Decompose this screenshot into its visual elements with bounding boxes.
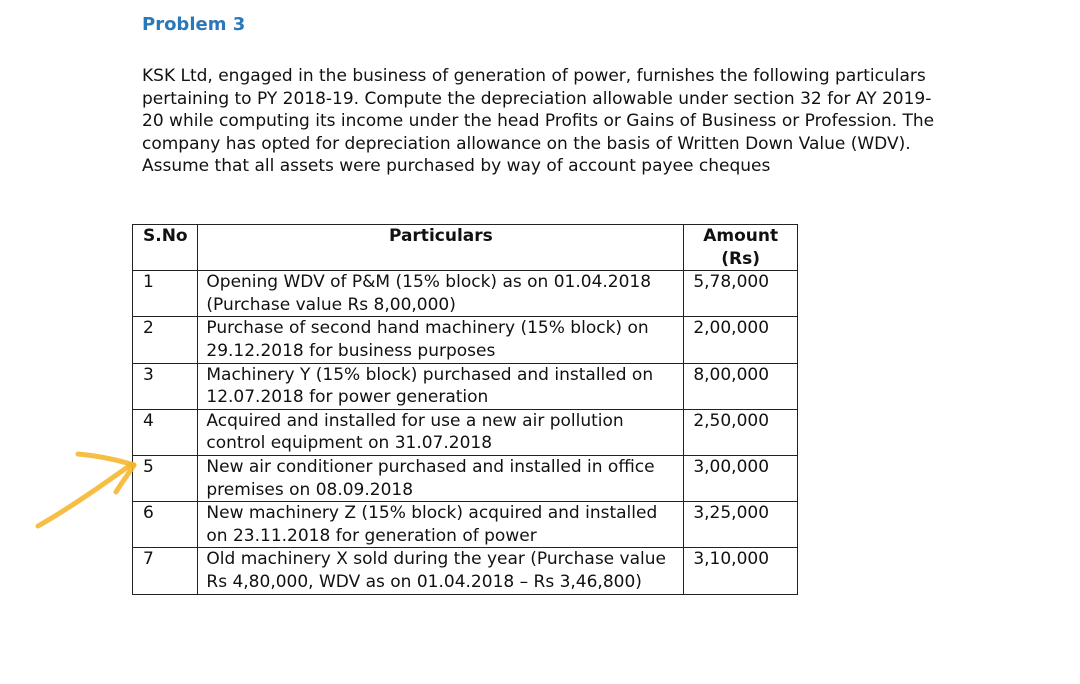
row-amount: 2,50,000 [684,409,798,455]
row-amount: 3,25,000 [684,502,798,548]
table-row [133,502,798,548]
row-sno: 4 [133,409,198,455]
row-amount: 5,78,000 [684,271,798,317]
table-row [133,363,798,409]
row-amount: 8,00,000 [684,363,798,409]
row-sno: 7 [133,548,198,594]
header-particulars: Particulars [198,225,684,271]
table-row [133,317,798,363]
row-particulars: Machinery Y (15% block) purchased and installed on 12.07.2018 for power generation [198,363,684,409]
row-sno: 6 [133,502,198,548]
row-particulars: Acquired and installed for use a new air pollution control equipment on 31.07.2018 [198,409,684,455]
table-row-highlighted [133,455,798,501]
row-particulars: Opening WDV of P&M (15% block) as on 01.04.2018 (Purchase value Rs 8,00,000) [198,271,684,317]
header-sno: S.No [133,225,198,271]
page-title: Problem 3 [142,14,246,35]
table-header-row [133,225,798,271]
row-sno: 1 [133,271,198,317]
problem-description: KSK Ltd, engaged in the business of generation of power, furnishes the following particulars pertaining to PY 2018-19. Compute the depreciation allowable under section 32 for AY 2019-20 while computing its income under the head Profits or Gains of Business or Profession. The company has opted for depreciation allowance on the basis of Written Down Value (WDV). Assume that all assets were purchased by way of account payee cheques [142,66,935,177]
arrow-annotation-icon [30,438,150,538]
particulars-table [132,224,798,595]
row-sno: 2 [133,317,198,363]
table-row [133,271,798,317]
row-particulars: New air conditioner purchased and installed in office premises on 08.09.2018 [198,455,684,501]
row-amount: 3,00,000 [684,455,798,501]
table-row [133,409,798,455]
row-amount: 3,10,000 [684,548,798,594]
row-amount: 2,00,000 [684,317,798,363]
row-particulars: New machinery Z (15% block) acquired and installed on 23.11.2018 for generation of power [198,502,684,548]
table-row [133,548,798,594]
header-amount: Amount (Rs) [684,225,798,271]
row-sno: 5 [133,455,198,501]
row-sno: 3 [133,363,198,409]
row-particulars: Purchase of second hand machinery (15% block) on 29.12.2018 for business purposes [198,317,684,363]
row-particulars: Old machinery X sold during the year (Purchase value Rs 4,80,000, WDV as on 01.04.2018 – Rs 3,46,800) [198,548,684,594]
